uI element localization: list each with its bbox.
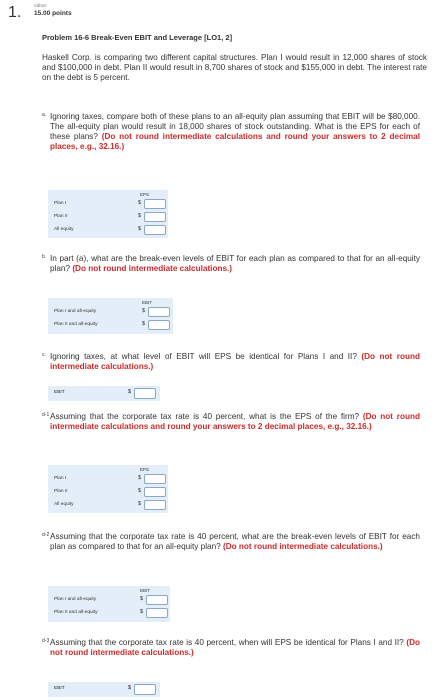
part-b-answer-table (48, 298, 173, 334)
part-b-row-plan2 (54, 320, 169, 330)
currency-symbol: $ (140, 609, 144, 615)
part-d2-text: Assuming that the corporate tax rate is 40 percent, what are the break-even levels of EBIT for each plan as compared to that for an all-equity plan? (50, 532, 420, 551)
part-b-tag: b. (42, 254, 47, 260)
part-b-col-header: EBIT (142, 300, 153, 305)
part-d2-prompt (42, 532, 420, 552)
problem-intro: Haskell Corp. is comparing two different capital structures. Plan I would result in 12,000 shares of stock and $100,000 in debt. Plan II would result in 8,700 shares of stock and $155,000 in debt. The interest rate on the debt is 5 percent. (42, 53, 427, 82)
part-d3-instruction: (Do not round intermediate calculations.) (50, 638, 421, 657)
part-d2-col-header: EBIT (140, 588, 151, 593)
part-c-tag: c. (42, 352, 46, 358)
part-a-plan2-input[interactable] (144, 212, 166, 222)
part-c-prompt (42, 352, 420, 372)
part-d2-answer-table (48, 586, 170, 622)
part-a-prompt (42, 112, 421, 152)
part-a-text: Ignoring taxes, compare both of these plans to an all-equity plan assuming that EBIT will be $80,000. The all-equity plan would result in 18,000 shares of stock outstanding. What is the EPS for each of these plans? (50, 112, 420, 141)
ebit-label: EBIT (54, 686, 65, 691)
part-b-row-plan1 (54, 307, 169, 317)
part-d1-instruction: (Do not round intermediate calculations and round your answers to 2 decimal places, e.g., 32.16.) (50, 412, 420, 431)
part-d2-row-plan2 (54, 608, 166, 618)
ebit-label: EBIT (54, 390, 65, 395)
part-d3-text: Assuming that the corporate tax rate is 40 percent, when will EPS be identical for Plans I and II? (50, 638, 404, 647)
part-a-col-header: EPS (140, 192, 150, 197)
part-d3-answer-box (48, 682, 160, 697)
currency-symbol: $ (138, 475, 142, 481)
value-label: value: (34, 3, 48, 9)
part-b-instruction: (Do not round intermediate calculations.) (72, 264, 232, 273)
part-d2-plan1-input[interactable] (146, 595, 168, 605)
row-label: Plan II and all-equity (54, 322, 98, 327)
part-c-answer-box (48, 386, 160, 401)
part-d1-row-plan2 (54, 487, 164, 497)
row-label: All equity (54, 227, 74, 232)
part-a-all-equity-input[interactable] (144, 225, 166, 235)
part-d3-prompt (42, 638, 421, 658)
currency-symbol: $ (142, 321, 146, 327)
points-label: 15.00 points (34, 10, 72, 17)
row-label: Plan I (54, 476, 67, 481)
part-d2-plan2-input[interactable] (146, 608, 168, 618)
part-a-tag: a. (42, 112, 47, 118)
part-a-answer-table (48, 190, 168, 238)
part-b-plan1-input[interactable] (148, 307, 170, 317)
part-d1-plan1-input[interactable] (144, 474, 166, 484)
part-a-instruction: (Do not round intermediate calculations and round your answers to 2 decimal places, e.g., 32.16.) (50, 132, 421, 151)
part-d1-text: Assuming that the corporate tax rate is 40 percent, what is the EPS of the firm? (50, 412, 360, 421)
part-b-plan2-input[interactable] (148, 320, 170, 330)
part-d3-ebit-input[interactable] (134, 684, 156, 695)
currency-symbol: $ (138, 501, 142, 507)
part-a-row-all-equity (54, 225, 164, 235)
row-label: Plan II and all-equity (54, 610, 98, 615)
currency-symbol: $ (138, 488, 142, 494)
part-c-text: Ignoring taxes, at what level of EBIT will EPS be identical for Plans I and II? (50, 352, 357, 361)
part-d1-answer-table (48, 465, 168, 513)
part-a-row-plan1 (54, 199, 164, 209)
currency-symbol: $ (128, 685, 132, 691)
row-label: All equity (54, 502, 74, 507)
part-d2-row-plan1 (54, 595, 166, 605)
part-d1-prompt (42, 412, 420, 432)
part-d1-row-all-equity (54, 500, 164, 510)
part-b-prompt (42, 254, 420, 274)
part-c-instruction: (Do not round intermediate calculations.) (50, 352, 420, 371)
row-label: Plan I (54, 201, 67, 206)
row-label: Plan II (54, 214, 68, 219)
part-d1-plan2-input[interactable] (144, 487, 166, 497)
part-d3-tag: d-3 (42, 638, 50, 644)
currency-symbol: $ (138, 226, 142, 232)
currency-symbol: $ (138, 200, 142, 206)
part-d1-all-equity-input[interactable] (144, 500, 166, 510)
row-label: Plan I and all-equity (54, 597, 97, 602)
part-d1-row-plan1 (54, 474, 164, 484)
part-a-row-plan2 (54, 212, 164, 222)
row-label: Plan II (54, 489, 68, 494)
problem-title: Problem 16-6 Break-Even EBIT and Leverage [LO1, 2] (42, 33, 233, 42)
currency-symbol: $ (138, 213, 142, 219)
part-d2-instruction: (Do not round intermediate calculations.) (222, 542, 383, 551)
part-d1-col-header: EPS (140, 467, 150, 472)
part-c-ebit-input[interactable] (134, 388, 156, 399)
currency-symbol: $ (128, 389, 132, 395)
row-label: Plan I and all-equity (54, 309, 97, 314)
currency-symbol: $ (142, 308, 146, 314)
part-d1-tag: d-1 (42, 412, 50, 418)
question-number: 1. (8, 4, 22, 21)
currency-symbol: $ (140, 596, 144, 602)
part-a-plan1-input[interactable] (144, 199, 166, 209)
part-b-text: In part (a), what are the break-even levels of EBIT for each plan as compared to that for an all-equity plan? (50, 254, 420, 273)
part-d2-tag: d-2 (42, 532, 50, 538)
